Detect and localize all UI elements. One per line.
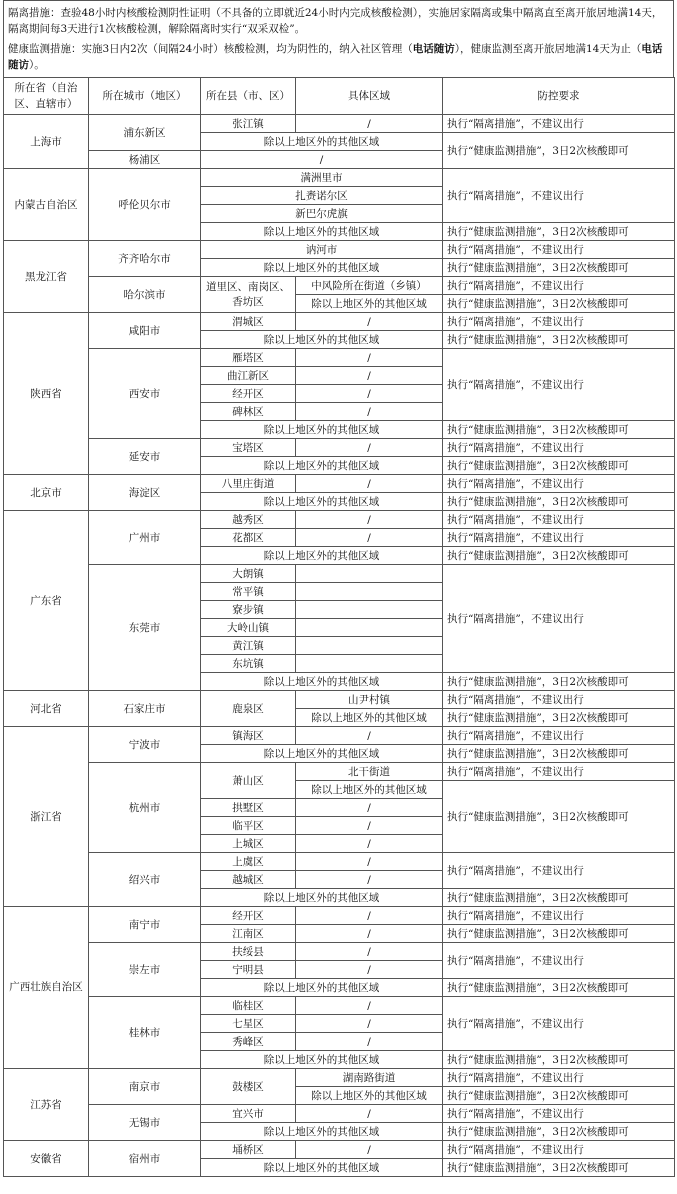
- header-area: 具体区域: [296, 78, 443, 115]
- area-cell: /: [296, 1105, 443, 1123]
- area-cell: /: [296, 511, 443, 529]
- county-cell: 黄江镇: [201, 637, 296, 655]
- requirement-cell: 执行“隔离措施”，不建议出行: [443, 727, 675, 745]
- area-cell: 除以上地区外的其他区域: [201, 1123, 443, 1141]
- table-row: [4, 1105, 675, 1123]
- table-row: [4, 439, 675, 457]
- requirement-cell: 执行“健康监测措施”，3日2次核酸即可: [443, 1087, 675, 1105]
- table-row: [4, 277, 675, 295]
- table-row: [4, 727, 675, 745]
- area-cell: 除以上地区外的其他区域: [201, 547, 443, 565]
- city-cell: 杨浦区: [89, 151, 201, 169]
- area-cell: 湖南路街道: [296, 1069, 443, 1087]
- city-cell: 崇左市: [89, 943, 201, 997]
- requirement-cell: 执行“健康监测措施”，3日2次核酸即可: [443, 1159, 675, 1177]
- table-row: [4, 313, 675, 331]
- requirement-cell: 执行“健康监测措施”，3日2次核酸即可: [443, 493, 675, 511]
- area-cell: /: [296, 529, 443, 547]
- area-cell: /: [296, 835, 443, 853]
- county-cell: 江南区: [201, 925, 296, 943]
- city-cell: 南宁市: [89, 907, 201, 943]
- area-cell: 除以上地区外的其他区域: [296, 295, 443, 313]
- province-cell: 浙江省: [4, 727, 89, 907]
- area-cell: 除以上地区外的其他区域: [201, 745, 443, 763]
- county-cell: 七星区: [201, 1015, 296, 1033]
- county-cell: 越城区: [201, 871, 296, 889]
- isolation-label: 隔离措施：: [8, 7, 61, 19]
- requirement-cell: 执行“隔离措施”，不建议出行: [443, 475, 675, 493]
- header-province: 所在省（自治区、直辖市）: [4, 78, 89, 115]
- county-cell: 常平镇: [201, 583, 296, 601]
- requirement-cell: 执行“隔离措施”，不建议出行: [443, 691, 675, 709]
- county-cell: 上虞区: [201, 853, 296, 871]
- area-cell: /: [296, 367, 443, 385]
- county-cell: 镇海区: [201, 727, 296, 745]
- county-cell: 萧山区: [201, 763, 296, 799]
- area-cell: /: [296, 727, 443, 745]
- county-cell: 越秀区: [201, 511, 296, 529]
- table-row: [4, 115, 675, 133]
- county-cell: 宁明县: [201, 961, 296, 979]
- requirement-cell: 执行“隔离措施”，不建议出行: [443, 997, 675, 1051]
- county-cell: 鼓楼区: [201, 1069, 296, 1105]
- table-header: [4, 78, 675, 115]
- requirement-cell: 执行“健康监测措施”，3日2次核酸即可: [443, 331, 675, 349]
- table-row: [4, 565, 675, 583]
- county-cell: 大朗镇: [201, 565, 296, 583]
- requirement-cell: 执行“健康监测措施”，3日2次核酸即可: [443, 1123, 675, 1141]
- area-cell: 除以上地区外的其他区域: [201, 421, 443, 439]
- county-cell: 雁塔区: [201, 349, 296, 367]
- isolation-notice: [8, 5, 669, 37]
- requirement-cell: 执行“健康监测措施”，3日2次核酸即可: [443, 547, 675, 565]
- requirement-cell: 执行“隔离措施”，不建议出行: [443, 115, 675, 133]
- requirement-cell: 执行“健康监测措施”，3日2次核酸即可: [443, 259, 675, 277]
- requirement-cell: 执行“健康监测措施”，3日2次核酸即可: [443, 457, 675, 475]
- area-cell: 除以上地区外的其他区域: [201, 673, 443, 691]
- city-cell: 延安市: [89, 439, 201, 475]
- county-cell: 秀峰区: [201, 1033, 296, 1051]
- city-cell: 南京市: [89, 1069, 201, 1105]
- area-cell: 讷河市: [201, 241, 443, 259]
- table-row: [4, 1141, 675, 1159]
- requirement-cell: 执行“隔离措施”，不建议出行: [443, 943, 675, 979]
- area-cell: [296, 565, 443, 583]
- province-cell: 北京市: [4, 475, 89, 511]
- area-cell: 满洲里市: [201, 169, 443, 187]
- area-cell: 除以上地区外的其他区域: [201, 259, 443, 277]
- area-cell: 中风险所在街道（乡镇）: [296, 277, 443, 295]
- notice-block: [3, 0, 674, 77]
- requirement-cell: 执行“健康监测措施”，3日2次核酸即可: [443, 709, 675, 727]
- city-cell: 咸阳市: [89, 313, 201, 349]
- county-cell: 东坑镇: [201, 655, 296, 673]
- health-bold-1: 电话随访: [412, 43, 455, 55]
- county-cell: 临桂区: [201, 997, 296, 1015]
- area-cell: 除以上地区外的其他区域: [296, 781, 443, 799]
- area-cell: /: [201, 151, 443, 169]
- area-cell: 除以上地区外的其他区域: [201, 457, 443, 475]
- area-cell: 除以上地区外的其他区域: [201, 1159, 443, 1177]
- area-cell: 除以上地区外的其他区域: [201, 889, 443, 907]
- header-county: 所在县（市、区）: [201, 78, 296, 115]
- requirement-cell: 执行“隔离措施”，不建议出行: [443, 907, 675, 925]
- requirement-cell: 执行“隔离措施”，不建议出行: [443, 565, 675, 673]
- area-cell: /: [296, 1141, 443, 1159]
- county-cell: 埇桥区: [201, 1141, 296, 1159]
- province-cell: 安徽省: [4, 1141, 89, 1177]
- area-cell: /: [296, 385, 443, 403]
- requirement-cell: 执行“隔离措施”，不建议出行: [443, 439, 675, 457]
- area-cell: 除以上地区外的其他区域: [296, 1087, 443, 1105]
- area-cell: 扎赉诺尔区: [201, 187, 443, 205]
- area-cell: /: [296, 997, 443, 1015]
- area-cell: [296, 601, 443, 619]
- city-cell: 石家庄市: [89, 691, 201, 727]
- county-cell: 道里区、南岗区、香坊区: [201, 277, 296, 313]
- area-cell: /: [296, 439, 443, 457]
- requirement-cell: 执行“健康监测措施”，3日2次核酸即可: [443, 889, 675, 907]
- health-text-1: 实施3日内2次（间隔24小时）核酸检测，均为阴性的，纳入社区管理（: [81, 43, 413, 55]
- table-row: [4, 943, 675, 961]
- county-cell: 曲江新区: [201, 367, 296, 385]
- table-row: [4, 511, 675, 529]
- requirement-cell: 执行“健康监测措施”，3日2次核酸即可: [443, 745, 675, 763]
- area-cell: 新巴尔虎旗: [201, 205, 443, 223]
- county-cell: 经开区: [201, 385, 296, 403]
- area-cell: [296, 619, 443, 637]
- city-cell: 无锡市: [89, 1105, 201, 1141]
- area-cell: /: [296, 817, 443, 835]
- requirement-cell: 执行“健康监测措施”，3日2次核酸即可: [443, 421, 675, 439]
- province-cell: 陕西省: [4, 313, 89, 475]
- table-row: [4, 475, 675, 493]
- table-row: [4, 997, 675, 1015]
- city-cell: 杭州市: [89, 763, 201, 853]
- county-cell: 八里庄街道: [201, 475, 296, 493]
- requirement-cell: 执行“隔离措施”，不建议出行: [443, 853, 675, 889]
- requirement-cell: 执行“隔离措施”，不建议出行: [443, 1141, 675, 1159]
- area-cell: 除以上地区外的其他区域: [201, 979, 443, 997]
- requirement-cell: 执行“健康监测措施”，3日2次核酸即可: [443, 1051, 675, 1069]
- area-cell: /: [296, 925, 443, 943]
- isolation-text: 查验48小时内核酸检测阴性证明（不具备的立即就近24小时内完成核酸检测），实施居家隔离或集中隔离直至离开旅居地满14天，隔离期间每3天进行1次核酸检测，解除隔离时实行“双采双检”。: [8, 7, 663, 35]
- province-cell: 广东省: [4, 511, 89, 691]
- page: [3, 0, 674, 1177]
- requirement-cell: 执行“隔离措施”，不建议出行: [443, 763, 675, 781]
- area-cell: /: [296, 403, 443, 421]
- county-cell: 临平区: [201, 817, 296, 835]
- table-row: [4, 691, 675, 709]
- health-bold-2: 电话随访: [8, 43, 663, 71]
- header-requirement: 防控要求: [443, 78, 675, 115]
- risk-area-table: [3, 77, 675, 1177]
- province-cell: 河北省: [4, 691, 89, 727]
- city-cell: 桂林市: [89, 997, 201, 1069]
- area-cell: /: [296, 853, 443, 871]
- city-cell: 西安市: [89, 349, 201, 439]
- area-cell: /: [296, 349, 443, 367]
- county-cell: 寮步镇: [201, 601, 296, 619]
- area-cell: /: [296, 943, 443, 961]
- requirement-cell: 执行“健康监测措施”，3日2次核酸即可: [443, 925, 675, 943]
- city-cell: 广州市: [89, 511, 201, 565]
- area-cell: [296, 637, 443, 655]
- area-cell: 北干街道: [296, 763, 443, 781]
- area-cell: 除以上地区外的其他区域: [296, 709, 443, 727]
- requirement-cell: 执行“健康监测措施”，3日2次核酸即可: [443, 295, 675, 313]
- requirement-cell: 执行“健康监测措施”，3日2次核酸即可: [443, 133, 675, 169]
- area-cell: /: [296, 115, 443, 133]
- requirement-cell: 执行“隔离措施”，不建议出行: [443, 349, 675, 421]
- province-cell: 内蒙古自治区: [4, 169, 89, 241]
- county-cell: 拱墅区: [201, 799, 296, 817]
- requirement-cell: 执行“隔离措施”，不建议出行: [443, 169, 675, 223]
- requirement-cell: 执行“隔离措施”，不建议出行: [443, 277, 675, 295]
- table-row: [4, 349, 675, 367]
- area-cell: /: [296, 961, 443, 979]
- county-cell: 碑林区: [201, 403, 296, 421]
- county-cell: 经开区: [201, 907, 296, 925]
- city-cell: 宿州市: [89, 1141, 201, 1177]
- area-cell: /: [296, 475, 443, 493]
- county-cell: 扶绥县: [201, 943, 296, 961]
- county-cell: 渭城区: [201, 313, 296, 331]
- city-cell: 东莞市: [89, 565, 201, 691]
- county-cell: 上城区: [201, 835, 296, 853]
- header-city: 所在城市（地区）: [89, 78, 201, 115]
- province-cell: 上海市: [4, 115, 89, 169]
- table-row: [4, 169, 675, 187]
- area-cell: /: [296, 313, 443, 331]
- requirement-cell: 执行“隔离措施”，不建议出行: [443, 511, 675, 529]
- requirement-cell: 执行“健康监测措施”，3日2次核酸即可: [443, 673, 675, 691]
- table-row: [4, 763, 675, 781]
- requirement-cell: 执行“隔离措施”，不建议出行: [443, 1069, 675, 1087]
- area-cell: /: [296, 871, 443, 889]
- area-cell: 除以上地区外的其他区域: [201, 223, 443, 241]
- area-cell: /: [296, 907, 443, 925]
- province-cell: 广西壮族自治区: [4, 907, 89, 1069]
- city-cell: 浦东新区: [89, 115, 201, 151]
- requirement-cell: 执行“隔离措施”，不建议出行: [443, 1105, 675, 1123]
- area-cell: 除以上地区外的其他区域: [201, 331, 443, 349]
- requirement-cell: 执行“隔离措施”，不建议出行: [443, 313, 675, 331]
- area-cell: /: [296, 799, 443, 817]
- requirement-cell: 执行“健康监测措施”，3日2次核酸即可: [443, 979, 675, 997]
- city-cell: 绍兴市: [89, 853, 201, 907]
- county-cell: 鹿泉区: [201, 691, 296, 727]
- health-notice: [8, 41, 669, 73]
- county-cell: 张江镇: [201, 115, 296, 133]
- city-cell: 宁波市: [89, 727, 201, 763]
- area-cell: 除以上地区外的其他区域: [201, 493, 443, 511]
- province-cell: 黑龙江省: [4, 241, 89, 313]
- city-cell: 哈尔滨市: [89, 277, 201, 313]
- table-row: [4, 241, 675, 259]
- area-cell: [296, 655, 443, 673]
- area-cell: /: [296, 1015, 443, 1033]
- city-cell: 呼伦贝尔市: [89, 169, 201, 241]
- province-cell: 江苏省: [4, 1069, 89, 1141]
- area-cell: 除以上地区外的其他区域: [201, 1051, 443, 1069]
- requirement-cell: 执行“隔离措施”，不建议出行: [443, 529, 675, 547]
- area-cell: 除以上地区外的其他区域: [201, 133, 443, 151]
- area-cell: /: [296, 1033, 443, 1051]
- county-cell: 宝塔区: [201, 439, 296, 457]
- area-cell: 山尹村镇: [296, 691, 443, 709]
- area-cell: [296, 583, 443, 601]
- city-cell: 海淀区: [89, 475, 201, 511]
- county-cell: 大岭山镇: [201, 619, 296, 637]
- city-cell: 齐齐哈尔市: [89, 241, 201, 277]
- requirement-cell: 执行“健康监测措施”，3日2次核酸即可: [443, 223, 675, 241]
- requirement-cell: 执行“隔离措施”，不建议出行: [443, 241, 675, 259]
- county-cell: 花都区: [201, 529, 296, 547]
- health-text-3: ）。: [29, 59, 45, 71]
- table-row: [4, 853, 675, 871]
- health-text-2: ），健康监测至离开旅居地满14天为止（: [454, 43, 642, 55]
- requirement-cell: 执行“健康监测措施”，3日2次核酸即可: [443, 781, 675, 853]
- county-cell: 宜兴市: [201, 1105, 296, 1123]
- table-row: [4, 907, 675, 925]
- table-row: [4, 1069, 675, 1087]
- health-label: 健康监测措施：: [8, 43, 82, 55]
